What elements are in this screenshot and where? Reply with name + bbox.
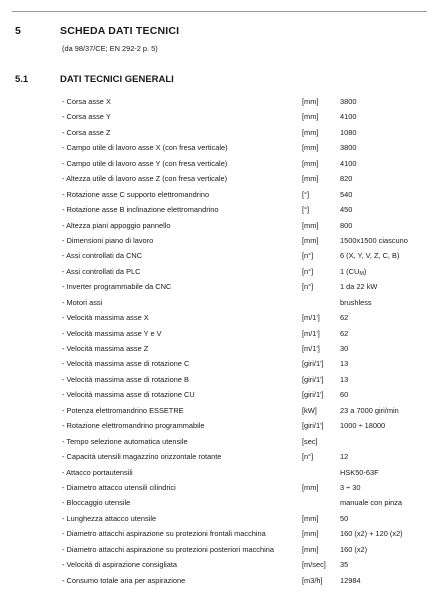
- spec-row: [0, 264, 439, 279]
- spec-label: - Capacità utensili magazzino orizzontale rotante: [62, 452, 222, 462]
- spec-row: [0, 295, 439, 310]
- spec-row: [0, 480, 439, 495]
- spec-unit: [m3/h]: [302, 575, 323, 585]
- section-note: (da 98/37/CE; EN 292-2 p. 5): [62, 44, 158, 53]
- spec-value: 62: [340, 313, 349, 323]
- spec-value: 1000 ÷ 18000: [340, 421, 386, 431]
- spec-value: HSK50-63F: [340, 467, 379, 477]
- spec-unit: [giri/1']: [302, 390, 324, 400]
- spec-unit: [m/1']: [302, 328, 320, 338]
- spec-value: 3 ÷ 30: [340, 482, 361, 492]
- spec-label: - Corsa asse X: [62, 97, 111, 106]
- spec-label: - Attacco portautensili: [62, 467, 133, 477]
- spec-value: 3800: [340, 97, 357, 106]
- spec-unit: [mm]: [302, 174, 319, 184]
- spec-label: - Velocità massima asse di rotazione B: [62, 374, 189, 384]
- spec-row: [0, 156, 439, 171]
- spec-label: - Tempo selezione automatica utensile: [62, 436, 188, 446]
- spec-row: [0, 557, 439, 572]
- spec-unit: [kW]: [302, 405, 317, 415]
- spec-unit: [mm]: [302, 158, 319, 168]
- spec-unit: [mm]: [302, 97, 319, 106]
- spec-row: [0, 403, 439, 418]
- spec-label: - Rotazione elettromandrino programmabile: [62, 421, 205, 431]
- spec-row: [0, 542, 439, 557]
- spec-row: [0, 326, 439, 341]
- spec-unit: [m/1']: [302, 344, 320, 353]
- spec-row: [0, 233, 439, 248]
- spec-value: 23 a 7000 giri/min: [340, 405, 399, 415]
- spec-row: [0, 526, 439, 541]
- spec-value: 820: [340, 174, 353, 184]
- spec-unit: [mm]: [302, 513, 319, 523]
- spec-label: - Velocità massima asse di rotazione C: [62, 359, 190, 369]
- spec-value: brushless: [340, 297, 372, 307]
- subsection-number: 5.1: [15, 74, 29, 85]
- section-title: SCHEDA DATI TECNICI: [60, 25, 180, 37]
- spec-value: 160 (x2) + 120 (x2): [340, 529, 403, 539]
- spec-row: [0, 187, 439, 202]
- spec-value: 12: [340, 452, 349, 462]
- spec-value: 4100: [340, 112, 357, 122]
- spec-row: [0, 511, 439, 526]
- spec-value: 450: [340, 205, 353, 215]
- spec-unit: [n°]: [302, 452, 314, 462]
- spec-label: - Diametro attacchi aspirazione su protezioni frontali macchina: [62, 529, 266, 539]
- spec-row: [0, 218, 439, 233]
- spec-label: - Inverter programmabile da CNC: [62, 282, 172, 292]
- spec-unit: [mm]: [302, 143, 319, 153]
- spec-value: manuale con pinza: [340, 498, 403, 508]
- spec-value: 1500x1500 ciascuno: [340, 235, 408, 245]
- spec-row: [0, 140, 439, 155]
- spec-value: 13: [340, 374, 349, 384]
- spec-row: [0, 202, 439, 217]
- spec-value: 160 (x2): [340, 544, 368, 554]
- spec-unit: [mm]: [302, 482, 319, 492]
- spec-label: - Dimensioni piano di lavoro: [62, 235, 154, 245]
- spec-unit: [mm]: [302, 544, 319, 554]
- spec-value: 62: [340, 328, 349, 338]
- spec-value: 6 (X, Y, V, Z, C, B): [340, 251, 400, 261]
- spec-label: - Campo utile di lavoro asse Y (con fresa verticale): [62, 158, 228, 168]
- spec-value: 12984: [340, 575, 361, 585]
- spec-value: 4100: [340, 158, 357, 168]
- spec-label: - Campo utile di lavoro asse X (con fresa verticale): [62, 143, 228, 153]
- spec-row: [0, 248, 439, 263]
- spec-label: - Corsa asse Y: [62, 112, 111, 122]
- spec-row: [0, 356, 439, 371]
- spec-label: - Velocità di aspirazione consigliata: [62, 560, 178, 570]
- spec-label: - Assi controllati da PLC: [62, 266, 141, 276]
- spec-row: [0, 279, 439, 294]
- spec-row: [0, 465, 439, 480]
- spec-unit: [giri/1']: [302, 374, 324, 384]
- spec-value: 1080: [340, 127, 357, 137]
- spec-label: - Potenza elettromandrino ESSETRE: [62, 405, 184, 415]
- spec-row: [0, 341, 439, 356]
- spec-value: 3800: [340, 143, 357, 153]
- spec-label: - Diametro attacco utensili cilindrici: [62, 482, 176, 492]
- header-rule: [12, 11, 427, 12]
- spec-unit: [n°]: [302, 282, 314, 292]
- spec-row: [0, 387, 439, 402]
- spec-label: - Motori assi: [62, 297, 103, 307]
- spec-value: 13: [340, 359, 349, 369]
- spec-row: [0, 94, 439, 109]
- spec-label: - Assi controllati da CNC: [62, 251, 143, 261]
- spec-label: - Velocità massima asse di rotazione CU: [62, 390, 195, 400]
- spec-label: - Altezza piani appoggio pannello: [62, 220, 171, 230]
- spec-label: - Diametro attacchi aspirazione su protezioni posteriori macchina: [62, 544, 274, 554]
- spec-label: - Lunghezza attacco utensile: [62, 513, 157, 523]
- spec-unit: [m/sec]: [302, 560, 326, 570]
- spec-row: [0, 109, 439, 124]
- spec-unit: [n°]: [302, 266, 314, 276]
- subsection-title: DATI TECNICI GENERALI: [60, 74, 174, 85]
- spec-label: - Velocità massima asse Y e V: [62, 328, 162, 338]
- spec-row: [0, 171, 439, 186]
- spec-label: - Bloccaggio utensile: [62, 498, 131, 508]
- spec-label: - Velocità massima asse X: [62, 313, 149, 323]
- spec-row: [0, 449, 439, 464]
- spec-value: 1 da 22 kW: [340, 282, 378, 292]
- spec-label: - Rotazione asse B inclinazione elettromandrino: [62, 205, 219, 215]
- spec-unit: [n°]: [302, 251, 314, 261]
- spec-value: 30: [340, 344, 349, 353]
- spec-value-subscript: M: [359, 270, 364, 277]
- spec-unit: [giri/1']: [302, 359, 324, 369]
- spec-row: [0, 418, 439, 433]
- spec-unit: [mm]: [302, 127, 319, 137]
- spec-unit: [mm]: [302, 529, 319, 539]
- spec-unit: [giri/1']: [302, 421, 324, 431]
- spec-row: [0, 125, 439, 140]
- spec-label: - Consumo totale aria per aspirazione: [62, 575, 186, 585]
- spec-table: [0, 94, 439, 588]
- spec-unit: [mm]: [302, 220, 319, 230]
- spec-value: 800: [340, 220, 353, 230]
- spec-row: [0, 434, 439, 449]
- spec-label: - Corsa asse Z: [62, 127, 111, 137]
- spec-label: - Rotazione asse C supporto elettromandrino: [62, 189, 210, 199]
- spec-value: 60: [340, 390, 349, 400]
- section-number: 5: [15, 25, 21, 37]
- spec-row: [0, 310, 439, 325]
- spec-row: [0, 573, 439, 588]
- spec-value: 540: [340, 189, 353, 199]
- spec-unit: [°]: [302, 189, 310, 199]
- spec-row: [0, 372, 439, 387]
- spec-value: 50: [340, 513, 349, 523]
- spec-label: - Altezza utile di lavoro asse Z (con fresa verticale): [62, 174, 228, 184]
- spec-unit: [°]: [302, 205, 310, 215]
- spec-unit: [mm]: [302, 112, 319, 122]
- spec-unit: [mm]: [302, 235, 319, 245]
- spec-row: [0, 495, 439, 510]
- spec-value-main: 1 (CU: [340, 266, 360, 276]
- spec-unit: [sec]: [302, 436, 318, 446]
- spec-label: - Velocità massima asse Z: [62, 344, 149, 353]
- spec-value: 35: [340, 560, 349, 570]
- spec-value-end: ): [363, 266, 367, 276]
- spec-unit: [m/1']: [302, 313, 320, 323]
